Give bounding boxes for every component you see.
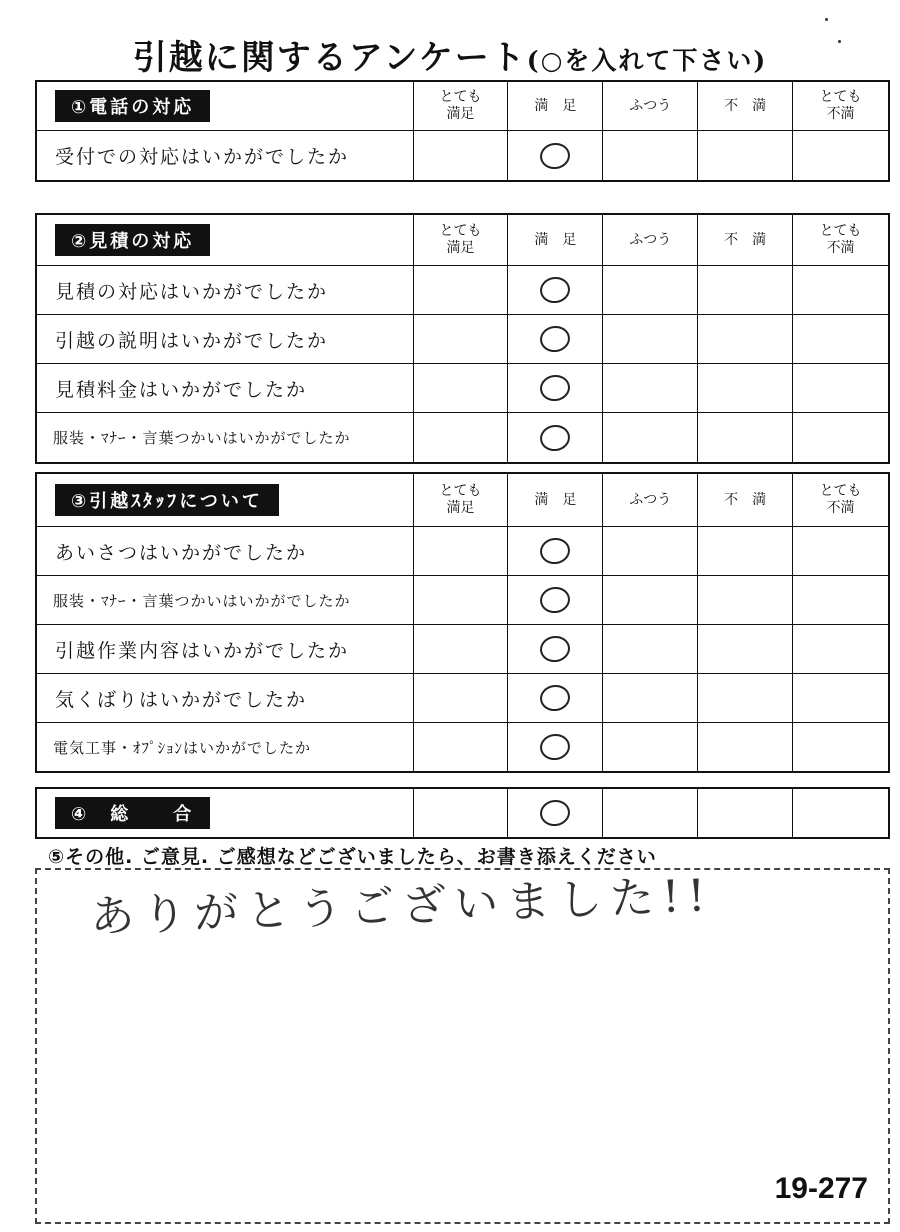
rating-cell[interactable]: [602, 576, 697, 624]
circle-mark-icon: [539, 585, 572, 615]
rating-cell[interactable]: [507, 527, 602, 575]
rating-cell[interactable]: [413, 266, 508, 314]
rating-cell[interactable]: [507, 364, 602, 412]
rating-cell[interactable]: [413, 315, 508, 363]
title-text: 引越に関するアンケート: [132, 38, 527, 78]
question-row: [37, 526, 888, 575]
circle-mark-icon: [539, 373, 572, 403]
rating-cell[interactable]: [697, 674, 792, 722]
rating-header: ふつう: [602, 474, 697, 526]
overall-rating-4[interactable]: [792, 789, 888, 837]
rating-cell[interactable]: [697, 625, 792, 673]
rating-cell[interactable]: [602, 527, 697, 575]
question-row: [37, 363, 888, 412]
question-text: 服装・ﾏﾅｰ・言葉つかいはいかがでしたか: [53, 429, 351, 447]
rating-header: とても 満足: [413, 474, 508, 526]
rating-cell[interactable]: [602, 674, 697, 722]
rating-cell[interactable]: [507, 413, 602, 462]
question-row: [37, 722, 888, 771]
serial-number: 19-277: [774, 1172, 868, 1205]
rating-header: 不 満: [697, 82, 792, 130]
rating-header: とても 不満: [792, 215, 888, 265]
circle-mark-icon: [539, 141, 572, 171]
circle-mark-icon: [539, 683, 572, 713]
question-text: 電気工事・ｵﾌﾟｼｮﾝはいかがでしたか: [53, 738, 312, 757]
circle-mark-icon: [539, 423, 572, 453]
rating-cell[interactable]: [413, 527, 508, 575]
rating-cell[interactable]: [413, 131, 508, 180]
circle-mark-icon: [539, 324, 572, 354]
question-row: [37, 314, 888, 363]
rating-cell[interactable]: [697, 131, 792, 180]
scan-speck: [825, 18, 828, 21]
overall-rating-2[interactable]: [602, 789, 697, 837]
circle-mark-icon: [539, 798, 572, 828]
question-text: 服装・ﾏﾅｰ・言葉つかいはいかがでしたか: [53, 591, 351, 610]
rating-cell[interactable]: [697, 266, 792, 314]
section-overall: [35, 787, 890, 839]
rating-cell[interactable]: [507, 576, 602, 624]
question-text: 引越の説明はいかがでしたか: [55, 329, 329, 352]
section-estimate: [35, 213, 890, 464]
overall-rating-3[interactable]: [697, 789, 792, 837]
question-text: 見積料金はいかがでしたか: [55, 378, 308, 401]
rating-cell[interactable]: [792, 315, 888, 363]
question-row: [37, 575, 888, 624]
rating-cell[interactable]: [697, 413, 792, 462]
question-row: [37, 624, 888, 673]
rating-cell[interactable]: [507, 131, 602, 180]
title-subtitle: (○を入れて下さい): [526, 46, 768, 75]
rating-cell[interactable]: [602, 315, 697, 363]
question-row: [37, 265, 888, 314]
rating-header: とても 不満: [792, 82, 888, 130]
question-text: 受付での対応はいかがでしたか: [55, 146, 350, 168]
rating-header: 不 満: [697, 474, 792, 526]
rating-header: とても 満足: [413, 82, 508, 130]
rating-cell[interactable]: [697, 315, 792, 363]
rating-cell[interactable]: [602, 413, 697, 462]
handwritten-comment: ありがとうございました!!: [89, 870, 715, 943]
rating-cell[interactable]: [507, 674, 602, 722]
circle-mark-icon: [539, 536, 572, 566]
question-row: [37, 412, 888, 462]
circle-mark-icon: [539, 732, 572, 762]
rating-cell[interactable]: [602, 266, 697, 314]
survey-title: [0, 30, 900, 79]
rating-cell[interactable]: [507, 266, 602, 314]
question-row: [37, 130, 888, 180]
rating-cell[interactable]: [792, 364, 888, 412]
rating-cell[interactable]: [792, 266, 888, 314]
rating-header: とても 不満: [792, 474, 888, 526]
rating-cell[interactable]: [602, 723, 697, 771]
rating-header: 満 足: [507, 474, 602, 526]
section-label: ①電話の対応: [55, 90, 210, 122]
rating-header: 不 満: [697, 215, 792, 265]
question-text: 見積の対応はいかがでしたか: [55, 280, 329, 303]
section-staff: [35, 472, 890, 773]
rating-cell[interactable]: [413, 576, 508, 624]
rating-cell[interactable]: [413, 625, 508, 673]
rating-cell[interactable]: [602, 625, 697, 673]
question-text: 気くばりはいかがでしたか: [55, 688, 308, 711]
rating-cell[interactable]: [507, 723, 602, 771]
section-label: ③引越ｽﾀｯﾌについて: [55, 484, 279, 516]
rating-cell[interactable]: [602, 364, 697, 412]
rating-cell[interactable]: [792, 674, 888, 722]
overall-label: ④ 総 合: [55, 797, 210, 829]
rating-cell[interactable]: [697, 527, 792, 575]
question-text: 引越作業内容はいかがでしたか: [55, 639, 350, 662]
overall-rating-0[interactable]: [413, 789, 508, 837]
rating-cell[interactable]: [413, 413, 508, 462]
rating-cell[interactable]: [602, 131, 697, 180]
rating-cell[interactable]: [697, 364, 792, 412]
rating-header: とても 満足: [413, 215, 508, 265]
rating-cell[interactable]: [697, 576, 792, 624]
comments-prompt: ⑤その他. ご意見. ご感想などございましたら、お書き添えください: [48, 846, 657, 868]
question-row: [37, 673, 888, 722]
section-label: ②見積の対応: [55, 224, 210, 256]
rating-cell[interactable]: [413, 364, 508, 412]
rating-cell[interactable]: [697, 723, 792, 771]
rating-header: ふつう: [602, 82, 697, 130]
rating-cell[interactable]: [792, 527, 888, 575]
rating-cell[interactable]: [507, 315, 602, 363]
rating-header: ふつう: [602, 215, 697, 265]
section-phone: [35, 80, 890, 182]
rating-header: 満 足: [507, 82, 602, 130]
rating-cell[interactable]: [413, 674, 508, 722]
question-text: あいさつはいかがでしたか: [55, 541, 308, 564]
overall-rating-1[interactable]: [507, 789, 602, 837]
rating-cell[interactable]: [792, 131, 888, 180]
rating-cell[interactable]: [507, 625, 602, 673]
circle-mark-icon: [539, 634, 572, 664]
rating-cell[interactable]: [792, 625, 888, 673]
rating-cell[interactable]: [792, 576, 888, 624]
rating-header: 満 足: [507, 215, 602, 265]
rating-cell[interactable]: [413, 723, 508, 771]
circle-mark-icon: [539, 275, 572, 305]
rating-cell[interactable]: [792, 413, 888, 462]
scan-speck: [838, 40, 841, 43]
rating-cell[interactable]: [792, 723, 888, 771]
